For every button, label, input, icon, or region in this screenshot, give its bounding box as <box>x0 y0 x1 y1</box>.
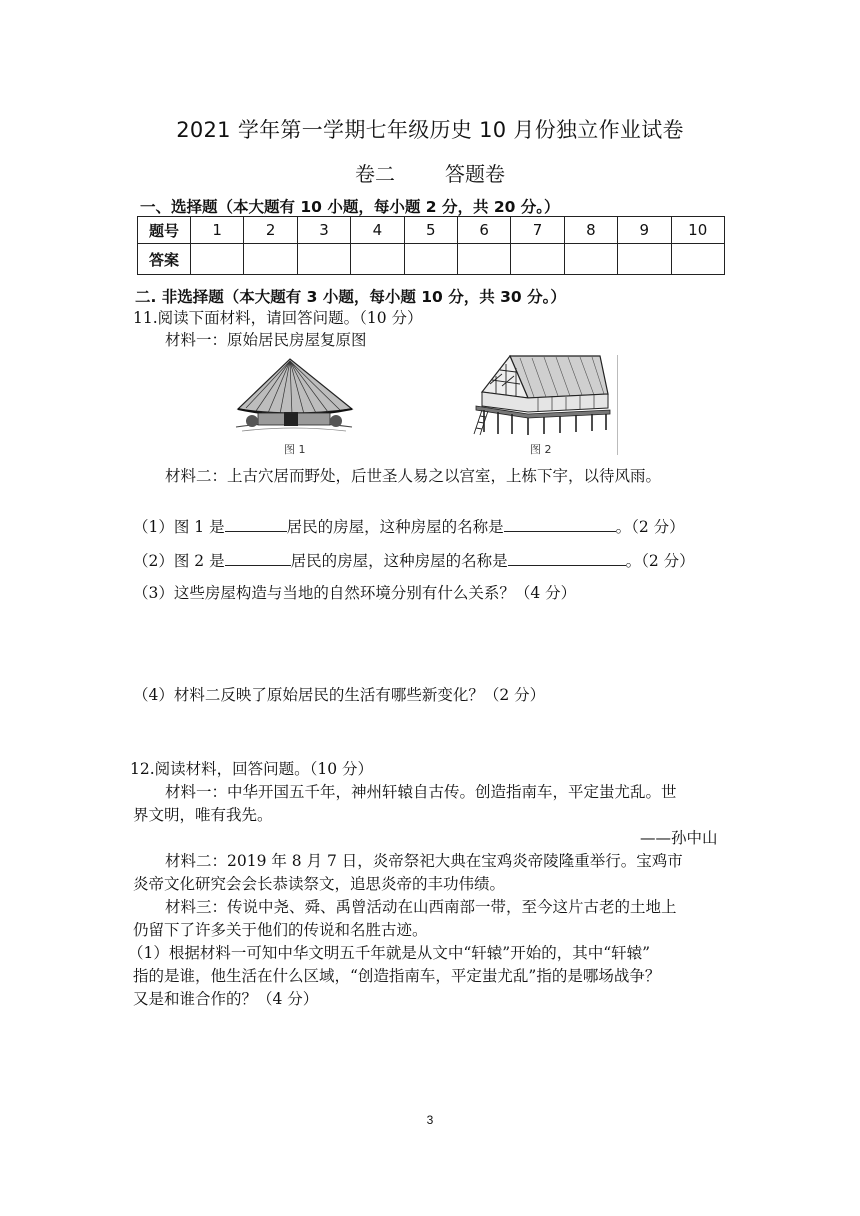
answer-blank[interactable] <box>508 551 626 566</box>
answer-table-answer-row <box>138 244 725 275</box>
q11-sub1-part-a: （1）图 1 是 <box>133 518 225 536</box>
q12-material3-line2: 仍留下了许多关于他们的传说和名胜古迹。 <box>133 921 428 939</box>
page-number: 3 <box>426 1113 434 1127</box>
q11-sub2-part-b: 居民的房屋，这种房屋的名称是 <box>290 552 508 570</box>
q12-material2-line2: 炎帝文化研究会会长恭读祭文，追思炎帝的丰功伟绩。 <box>133 875 506 893</box>
question-number-cell: 7 <box>511 217 564 244</box>
round-hut-illustration <box>228 355 358 435</box>
row-header-number: 题号 <box>138 217 191 244</box>
answer-cell[interactable] <box>351 244 404 275</box>
exam-title: 2021 学年第一学期七年级历史 10 月份独立作业试卷 <box>176 118 684 142</box>
answer-cell[interactable] <box>404 244 457 275</box>
q12-material1-source: ——孙中山 <box>640 829 718 847</box>
question-number-cell: 9 <box>618 217 671 244</box>
question-number-cell: 4 <box>351 217 404 244</box>
question-number-cell: 6 <box>457 217 510 244</box>
section1-heading: 一、选择题（本大题有 10 小题，每小题 2 分，共 20 分。） <box>140 198 560 216</box>
question-number-cell: 5 <box>404 217 457 244</box>
q11-sub1-part-b: 居民的房屋，这种房屋的名称是 <box>286 518 504 536</box>
question-number-cell: 10 <box>671 217 724 244</box>
answer-cell[interactable] <box>564 244 617 275</box>
figure-divider <box>617 355 618 455</box>
q12-sub1-line2: 指的是谁，他生活在什么区域，“创造指南车，平定蚩尤乱”指的是哪场战争？ <box>133 967 661 985</box>
answer-table <box>137 216 725 275</box>
q12-material2-line1: 材料二：2019 年 8 月 7 日，炎帝祭祀大典在宝鸡炎帝陵隆重举行。宝鸡市 <box>165 852 683 870</box>
stilt-house-illustration <box>472 352 612 437</box>
q11-sub1 <box>133 515 685 537</box>
answer-cell[interactable] <box>297 244 350 275</box>
answer-cell[interactable] <box>618 244 671 275</box>
q12-material1-line2: 界文明，唯有我先。 <box>133 806 273 824</box>
question-number-cell: 3 <box>297 217 350 244</box>
q11-sub3: （3）这些房屋构造与当地的自然环境分别有什么关系？（4 分） <box>133 584 577 602</box>
fig1-caption: 图 1 <box>284 443 306 456</box>
answer-table-number-row <box>138 217 725 244</box>
answer-cell[interactable] <box>671 244 724 275</box>
q12-material3-line1: 材料三：传说中尧、舜、禹曾活动在山西南部一带，至今这片古老的土地上 <box>165 898 677 916</box>
exam-subtitle <box>0 158 860 187</box>
q11-sub2-part-c: 。（2 分） <box>625 552 695 570</box>
question-number-cell: 2 <box>244 217 297 244</box>
q12-sub1-line3: 又是和谁合作的？（4 分） <box>133 990 319 1008</box>
q12-stem: 12.阅读材料，回答问题。（10 分） <box>130 760 374 778</box>
answer-cell[interactable] <box>511 244 564 275</box>
paper-name: 答题卷 <box>445 162 505 186</box>
question-number-cell: 8 <box>564 217 617 244</box>
answer-cell[interactable] <box>191 244 244 275</box>
answer-blank[interactable] <box>504 517 616 532</box>
row-header-answer: 答案 <box>138 244 191 275</box>
q11-sub2 <box>133 549 695 571</box>
q11-material1: 材料一：原始居民房屋复原图 <box>165 331 367 349</box>
q11-stem: 11.阅读下面材料，请回答问题。（10 分） <box>133 309 423 327</box>
q11-sub4: （4）材料二反映了原始居民的生活有哪些新变化？（2 分） <box>133 686 546 704</box>
answer-cell[interactable] <box>457 244 510 275</box>
q12-material1-line1: 材料一：中华开国五千年，神州轩辕自古传。创造指南车，平定蚩尤乱。世 <box>165 783 677 801</box>
question-number-cell: 1 <box>191 217 244 244</box>
q12-sub1-line1: （1）根据材料一可知中华文明五千年就是从文中“轩辕”开始的，其中“轩辕” <box>128 944 651 962</box>
paper-part: 卷二 <box>355 162 395 186</box>
fig2-caption: 图 2 <box>530 443 552 456</box>
answer-cell[interactable] <box>244 244 297 275</box>
section2-heading: 二. 非选择题（本大题有 3 小题，每小题 10 分，共 30 分。） <box>135 288 566 306</box>
q11-material2: 材料二：上古穴居而野处，后世圣人易之以宫室，上栋下宇，以待风雨。 <box>165 467 662 485</box>
q11-sub1-part-c: 。（2 分） <box>615 518 685 536</box>
q11-sub2-part-a: （2）图 2 是 <box>133 552 225 570</box>
answer-blank[interactable] <box>225 551 291 566</box>
answer-blank[interactable] <box>225 517 287 532</box>
